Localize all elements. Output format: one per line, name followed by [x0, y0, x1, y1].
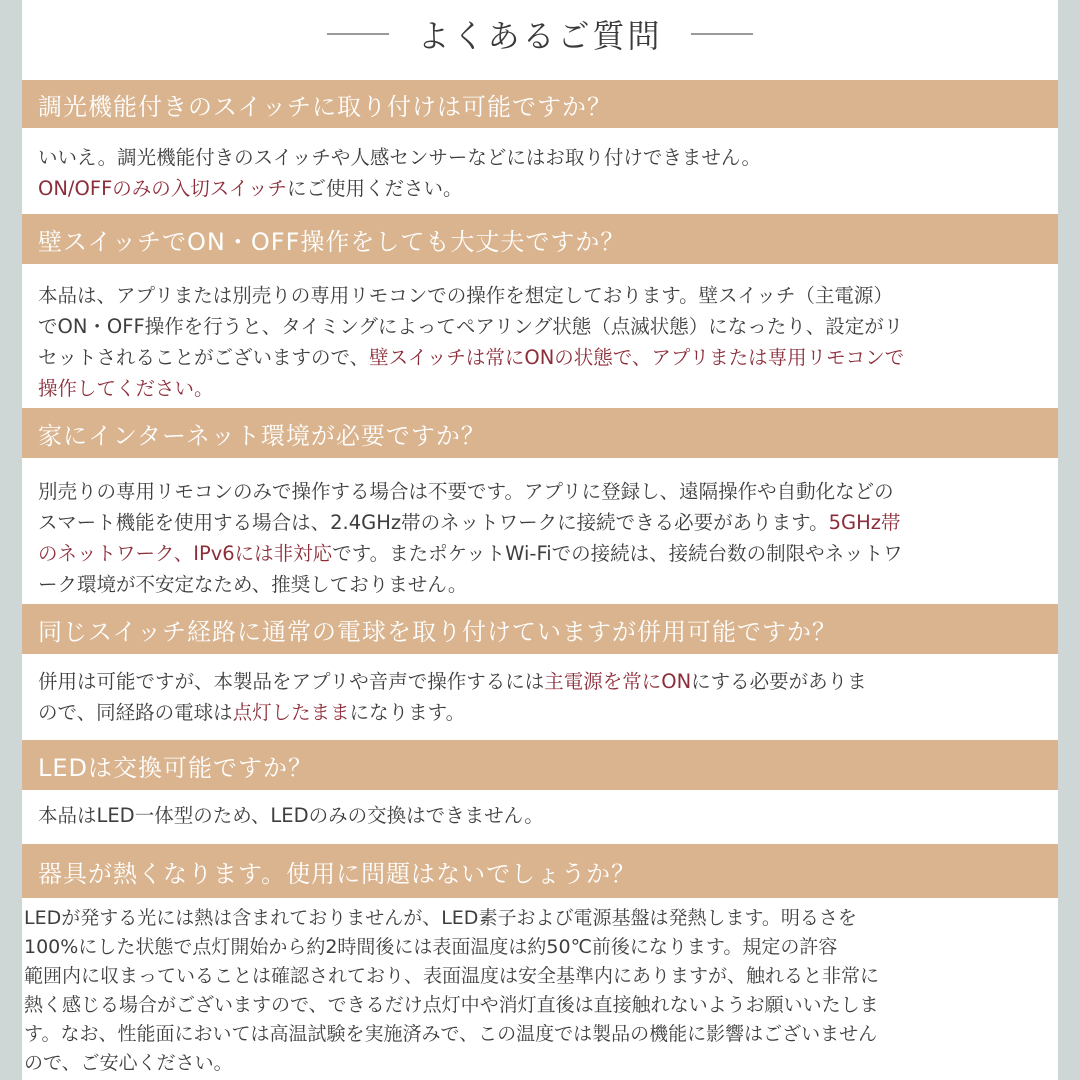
answer-line — [38, 507, 1050, 538]
answer-text: になります。 — [349, 701, 466, 724]
faq-answer-6 — [24, 904, 1056, 1078]
faq-question-3: 家にインターネット環境が必要ですか？ — [22, 408, 1058, 458]
answer-text: にご使用ください。 — [287, 177, 463, 200]
answer-highlight: 主電源を常にON — [544, 670, 692, 693]
answer-highlight: 点灯したまま — [232, 701, 350, 724]
faq-question-1: 調光機能付きのスイッチに取り付けは可能ですか？ — [22, 80, 1058, 128]
faq-question-4: 同じスイッチ経路に通常の電球を取り付けていますが併用可能ですか？ — [22, 604, 1058, 654]
answer-text: ので、 — [38, 701, 97, 724]
answer-highlight: 壁スイッチは常にONの状態で、アプリまたは専用リモコンで — [369, 346, 905, 369]
faq-answer-5 — [38, 800, 1050, 831]
answer-line: LEDが発する光には熱は含まれておりませんが、LED素子および電源基盤は発熱します。明るさを — [24, 907, 857, 929]
answer-highlight: のネットワーク、IPv6には非対応 — [38, 542, 333, 565]
answer-text: セットされることがございますので、 — [38, 346, 370, 369]
answer-line — [38, 342, 1050, 373]
answer-line: でON・OFF操作を行うと、タイミングによってペアリング状態（点滅状態）になったり、設定がリ — [38, 315, 904, 338]
answer-line — [38, 666, 1050, 697]
faq-question-6: 器具が熱くなります。使用に問題はないでしょうか？ — [22, 844, 1058, 898]
page-title: よくあるご質問 — [417, 17, 663, 55]
answer-line: ーク環境が不安定なため、推奨しておりません。 — [38, 573, 468, 596]
answer-text: スマート機能を使用する場合は、2.4GHz帯のネットワークに接続できる必要があります。 — [38, 511, 829, 534]
answer-line: 100%にした状態で点灯開始から約2時間後には表面温度は約50℃前後になります。規定の許容 — [24, 936, 838, 958]
answer-highlight: ON/OFFのみの入切スイッチ — [38, 177, 288, 200]
answer-text: 併用は可能ですが、本製品をアプリや音声で操作するには — [38, 670, 545, 693]
faq-question-5: LEDは交換可能ですか？ — [22, 740, 1058, 790]
answer-line — [38, 173, 1050, 204]
answer-line: 本品は、アプリまたは別売りの専用リモコンでの操作を想定しております。壁スイッチ（主電源） — [38, 284, 893, 307]
faq-answer-1 — [38, 142, 1050, 204]
answer-text: 同経路の電球は — [96, 701, 233, 724]
answer-line: 熱く感じる場合がございますので、できるだけ点灯中や消灯直後は直接触れないようお願いいたしま — [24, 994, 879, 1016]
faq-answer-4 — [38, 666, 1050, 728]
answer-line: 別売りの専用リモコンのみで操作する場合は不要です。アプリに登録し、遠隔操作や自動化などの — [38, 480, 894, 503]
faq-answer-3 — [38, 476, 1050, 600]
answer-line — [38, 697, 1050, 728]
answer-text: です。またポケットWi-Fiでの接続は、接続台数の制限やネットワ — [332, 542, 903, 565]
title-row — [22, 0, 1058, 68]
title-line-left — [327, 33, 389, 35]
faq-question-2: 壁スイッチでON・OFF操作をしても大丈夫ですか？ — [22, 214, 1058, 264]
answer-highlight: 5GHz帯 — [828, 511, 901, 534]
answer-line — [38, 538, 1050, 569]
answer-line: いいえ。調光機能付きのスイッチや人感センサーなどにはお取り付けできません。 — [38, 146, 762, 169]
answer-line: 本品はLED一体型のため、LEDのみの交換はできません。 — [38, 804, 544, 827]
faq-panel — [22, 0, 1058, 1080]
answer-line: す。なお、性能面においては高温試験を実施済みで、この温度では製品の機能に影響はございません — [24, 1023, 878, 1045]
answer-line: ので、ご安心ください。 — [24, 1052, 233, 1074]
answer-text: にする必要がありま — [691, 670, 867, 693]
answer-line: 範囲内に収まっていることは確認されており、表面温度は安全基準内にありますが、触れると非常に — [24, 965, 880, 987]
answer-highlight: 操作してください。 — [38, 377, 214, 400]
faq-answer-2 — [38, 280, 1050, 404]
title-line-right — [691, 33, 753, 35]
